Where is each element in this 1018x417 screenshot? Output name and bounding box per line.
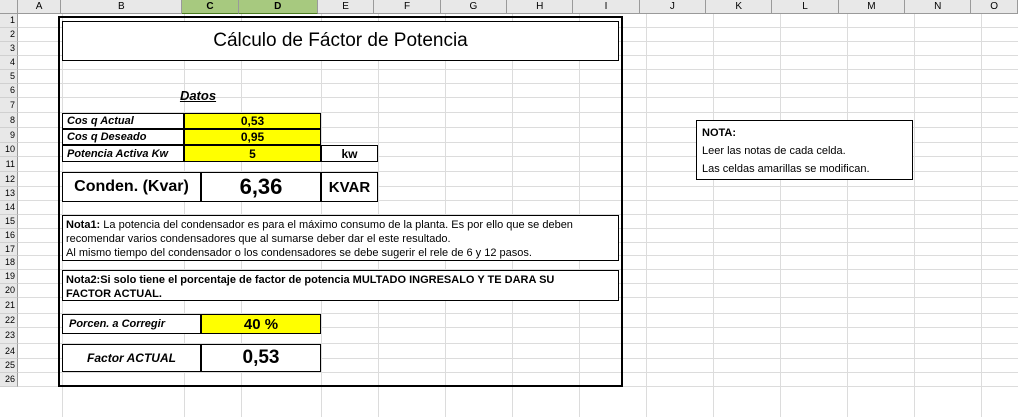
column-header-J[interactable]: J — [640, 0, 706, 14]
column-header-C[interactable]: C — [182, 0, 238, 14]
note-1-line-2: recomendar varios condensadores que al sumarse deber dar el este resultado. — [66, 233, 451, 245]
row-header-2[interactable]: 2 — [0, 28, 18, 42]
row-header-8[interactable]: 8 — [0, 113, 18, 128]
column-header-N[interactable]: N — [905, 0, 971, 14]
column-header-D[interactable]: D — [239, 0, 318, 14]
row-header-4[interactable]: 4 — [0, 56, 18, 70]
column-header-K[interactable]: K — [706, 0, 772, 14]
label-porcentaje-corregir: Porcen. a Corregir — [62, 314, 201, 334]
label-factor-actual: Factor ACTUAL — [62, 344, 201, 372]
column-header-B[interactable]: B — [61, 0, 182, 14]
column-header-G[interactable]: G — [441, 0, 507, 14]
input-cos-q-actual[interactable]: 0,53 — [184, 113, 321, 129]
row-header-6[interactable]: 6 — [0, 84, 18, 98]
value-condensador-kvar: 6,36 — [201, 172, 321, 202]
row-header-26[interactable]: 26 — [0, 373, 18, 387]
nota-panel — [696, 120, 913, 180]
row-header-18[interactable]: 18 — [0, 256, 18, 270]
column-header-I[interactable]: I — [573, 0, 639, 14]
label-cos-q-deseado: Cos q Deseado — [62, 129, 184, 145]
unit-condensador-kvar: KVAR — [321, 172, 378, 202]
row-header-21[interactable]: 21 — [0, 298, 18, 314]
row-header-7[interactable]: 7 — [0, 98, 18, 113]
label-condensador-kvar: Conden. (Kvar) — [62, 172, 201, 202]
note-2-line-2: FACTOR ACTUAL. — [66, 288, 162, 300]
row-header-24[interactable]: 24 — [0, 344, 18, 359]
unit-potencia-activa: kw — [321, 145, 378, 162]
column-header-H[interactable]: H — [507, 0, 573, 14]
row-header-20[interactable]: 20 — [0, 284, 18, 298]
column-header-M[interactable]: M — [839, 0, 905, 14]
column-header-row — [0, 0, 1018, 14]
select-all-corner[interactable] — [0, 0, 18, 14]
row-header-22[interactable]: 22 — [0, 314, 18, 328]
row-header-13[interactable]: 13 — [0, 187, 18, 201]
note-2 — [62, 270, 619, 301]
nota-panel-heading: NOTA: — [702, 127, 737, 139]
sheet-content — [18, 14, 1018, 417]
column-header-O[interactable]: O — [971, 0, 1018, 14]
row-header-23[interactable]: 23 — [0, 328, 18, 344]
row-header-14[interactable]: 14 — [0, 201, 18, 215]
column-header-E[interactable]: E — [318, 0, 374, 14]
row-header-1[interactable]: 1 — [0, 14, 18, 28]
input-potencia-activa[interactable]: 5 — [184, 145, 321, 162]
input-porcentaje-corregir[interactable]: 40 % — [201, 314, 321, 334]
datos-header: Datos — [179, 87, 217, 103]
nota-panel-line-1: Leer las notas de cada celda. — [702, 145, 846, 157]
value-factor-actual: 0,53 — [201, 344, 321, 372]
column-header-A[interactable]: A — [18, 0, 62, 14]
row-header-9[interactable]: 9 — [0, 128, 18, 143]
row-header-15[interactable]: 15 — [0, 215, 18, 229]
row-header-11[interactable]: 11 — [0, 157, 18, 172]
column-header-L[interactable]: L — [772, 0, 838, 14]
row-header-5[interactable]: 5 — [0, 70, 18, 84]
input-cos-q-deseado[interactable]: 0,95 — [184, 129, 321, 145]
row-header-25[interactable]: 25 — [0, 359, 18, 373]
label-potencia-activa: Potencia Activa Kw — [62, 145, 184, 162]
note-1-line-3: Al mismo tiempo del condensador o los condensadores se debe sugerir el rele de 6 y 12 pasos. — [66, 247, 532, 259]
row-header-16[interactable]: 16 — [0, 229, 18, 243]
note-1-line-1: La potencia del condensador es para el máximo consumo de la planta. Es por ello que se deben — [100, 219, 573, 231]
row-header-column — [0, 14, 18, 387]
note-1-tag: Nota1: — [66, 219, 101, 231]
row-header-10[interactable]: 10 — [0, 143, 18, 157]
label-cos-q-actual: Cos q Actual — [62, 113, 184, 129]
page-title: Cálculo de Fáctor de Potencia — [62, 21, 619, 61]
column-header-F[interactable]: F — [374, 0, 440, 14]
row-header-19[interactable]: 19 — [0, 270, 18, 284]
note-2-line-1: Nota2:Si solo tiene el porcentaje de factor de potencia MULTADO INGRESALO Y TE DARA SU — [66, 274, 555, 286]
note-1 — [62, 215, 619, 261]
row-header-17[interactable]: 17 — [0, 243, 18, 256]
row-header-3[interactable]: 3 — [0, 42, 18, 56]
row-header-12[interactable]: 12 — [0, 172, 18, 187]
nota-panel-line-2: Las celdas amarillas se modifican. — [702, 163, 870, 175]
